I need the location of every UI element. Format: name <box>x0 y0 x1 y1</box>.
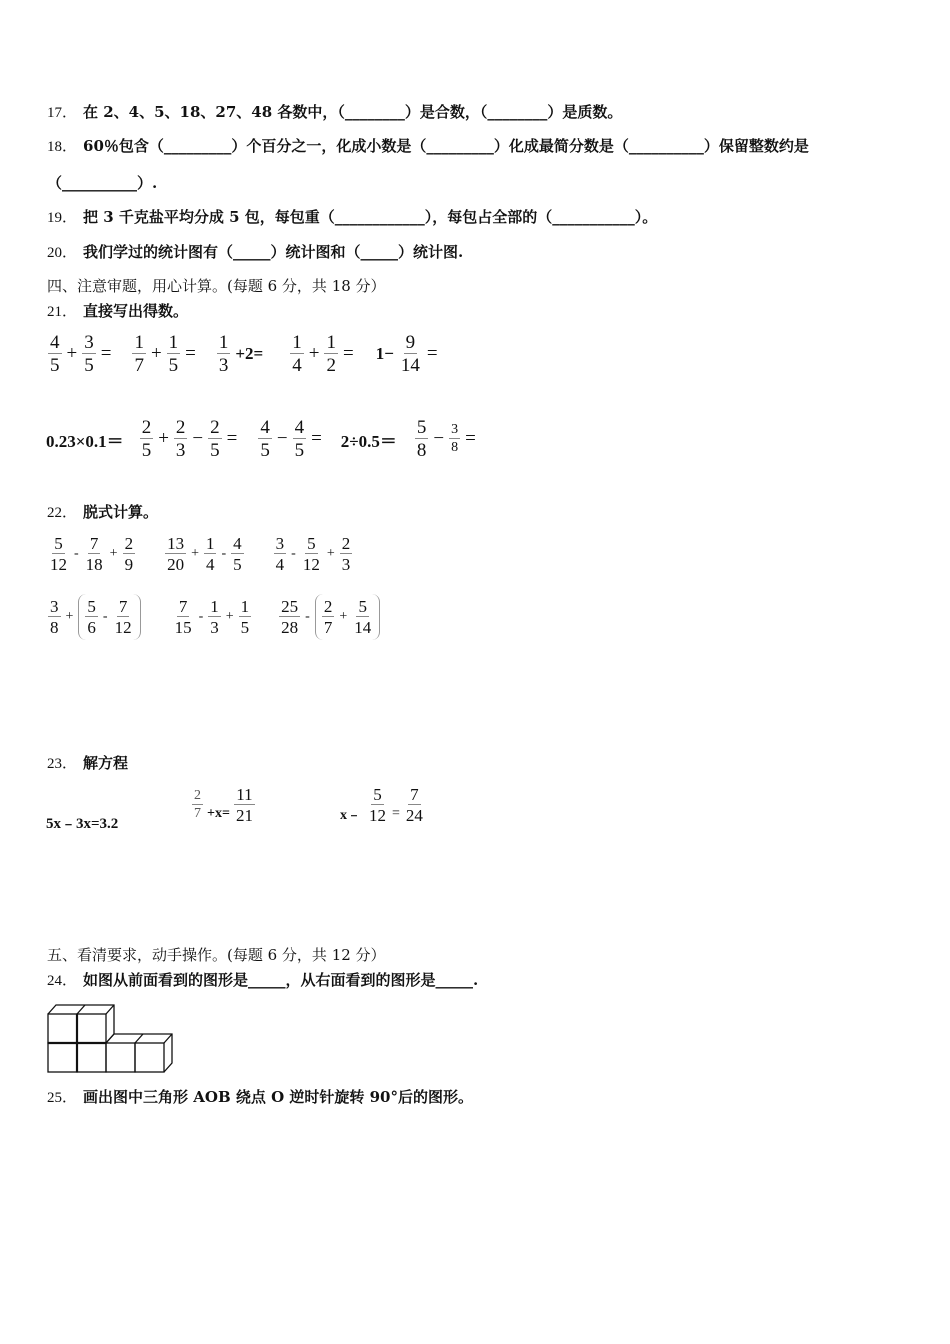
fraction: 7 12 <box>114 597 132 637</box>
question-text: 60％包含（_________）个百分之一，化成小数是（_________）化成最简分数是（__________）保留整数约是 <box>83 137 809 155</box>
question-text: 直接写出得数。 <box>83 302 189 320</box>
question-text: 如图从前面看到的图形是_____，从右面看到的图形是_____. <box>83 971 479 989</box>
fraction: 5 12 <box>302 534 320 574</box>
question-number: 23． <box>47 756 78 772</box>
question-number: 17． <box>47 105 78 121</box>
parenthesis-group: 2 7 + $\frac{5}{14}$ <box>315 594 380 640</box>
question-19 <box>47 207 657 228</box>
question-18-continued <box>47 173 157 193</box>
question-text: 解方程 <box>83 754 129 772</box>
fraction: 5 12 <box>50 534 67 574</box>
fraction: 13 20 <box>167 534 185 574</box>
fraction: $\frac{9}{14}$ <box>400 332 420 376</box>
expression: 4 5 − $\frac{4}{5}$ = <box>260 417 322 461</box>
fraction: $\frac{2}{9}$ <box>124 534 134 574</box>
fraction: $\frac{3}{8}$ <box>451 422 459 455</box>
expression: 3 8 + 5 6 - 7 12 <box>46 594 143 640</box>
question-24 <box>47 970 478 991</box>
fraction: 4 5 <box>233 534 242 574</box>
expression: 1 4 + $\frac{1}{2}$ = <box>292 332 354 376</box>
expression: 4 5 + $\frac{3}{5}$ = <box>50 332 112 376</box>
q22-row-2 <box>46 594 412 640</box>
question-22 <box>47 502 158 523</box>
question-text: 我们学过的统计图有（_____）统计图和（_____）统计图. <box>83 243 464 261</box>
fraction: 5 8 <box>416 417 427 461</box>
fraction: $\frac{1}{4}$ <box>205 534 215 574</box>
parenthesis-group: 5 6 - 7 12 <box>78 594 140 640</box>
fraction: 2 7 <box>194 788 201 821</box>
fraction: 2 5 <box>141 417 152 461</box>
question-text: 把 3 千克盐平均分成 5 包，每包重（____________），每包占全部的（___________）。 <box>83 208 658 226</box>
fraction: $\frac{5}{14}$ <box>354 597 372 637</box>
question-number: 20． <box>47 245 78 261</box>
fraction: $\frac{4}{5}$ <box>294 417 305 461</box>
expression: 3 4 - 5 12 + $\frac{2}{3}$ <box>275 534 351 574</box>
fraction: 7 15 <box>174 597 192 637</box>
fraction: $\frac{7}{24}$ <box>405 785 423 825</box>
expression: 7 15 - 1 3 + $\frac{1}{5}$ <box>174 597 250 637</box>
q21-row-1 <box>46 333 471 375</box>
q23-equation-1: 5x﹣3x=3.2 <box>46 816 119 832</box>
question-number: 22． <box>47 505 78 521</box>
fraction: $\frac{3}{5}$ <box>84 332 94 376</box>
question-text: （__________）. <box>47 174 158 192</box>
question-18 <box>47 136 809 157</box>
fraction: $\frac{1}{2}$ <box>326 332 336 376</box>
fraction: 7 18 <box>85 534 103 574</box>
fraction: 25 28 <box>281 597 299 637</box>
fraction: 1 4 <box>292 332 302 376</box>
fraction: 3 4 <box>275 534 285 574</box>
q21-row-2 <box>46 418 509 460</box>
fraction: 4 5 <box>260 417 270 461</box>
fraction: $\frac{1}{5}$ <box>240 597 250 637</box>
expression: 5 8 − $\frac{3}{8}$ = <box>416 417 476 461</box>
expression: 13 20 + $\frac{1}{4}$ - 4 5 <box>167 534 242 574</box>
q22-row-1 <box>46 535 384 573</box>
q23-equation-3: x﹣ $\frac{5}{12}$ = $\frac{7}{24}$ <box>340 785 423 825</box>
question-23 <box>47 753 128 774</box>
expression: 25 28 - 2 7 + $\frac{5}{14}$ <box>277 594 382 640</box>
fraction: $\frac{2}{3}$ <box>341 534 351 574</box>
question-21 <box>47 301 188 322</box>
question-number: 18． <box>47 139 78 155</box>
expression: 5 12 - 7 18 + $\frac{2}{9}$ <box>50 534 134 574</box>
fraction: $\frac{2}{3}$ <box>175 417 186 461</box>
fraction: 1 3 <box>210 597 219 637</box>
fraction: 1 7 <box>134 332 144 376</box>
question-text: 脱式计算。 <box>83 503 159 521</box>
fraction: $\frac{11}{21}$ <box>235 785 253 825</box>
expression: 1− $\frac{9}{14}$ = <box>375 332 438 376</box>
fraction: $\frac{2}{5}$ <box>210 417 220 461</box>
section-4-heading: 四、注意审题，用心计算。(每题 6 分，共 18 分） <box>47 277 386 295</box>
fraction: 2 7 <box>323 597 333 637</box>
expression: 1 7 + $\frac{1}{5}$ = <box>134 332 196 376</box>
expression: 2 5 + $\frac{2}{3}$ − $\frac{2}{5}$ = <box>141 417 238 461</box>
cube-stack-figure <box>46 1002 178 1074</box>
question-20 <box>47 242 463 263</box>
fraction: 1 3 <box>218 332 229 376</box>
expression: 2÷0.5＝ <box>340 431 397 451</box>
fraction: $\frac{5}{12}$ <box>369 785 386 825</box>
expression: 0.23×0.1＝ <box>46 431 124 451</box>
question-text: 在 2、4、5、18、27、48 各数中，（________）是合数，（________）是质数。 <box>83 103 623 121</box>
question-number: 24． <box>47 973 78 989</box>
expression: 1 3 +2= <box>218 332 264 376</box>
section-5-heading: 五、看清要求，动手操作。(每题 6 分，共 12 分） <box>47 946 386 964</box>
question-number: 19． <box>47 210 78 226</box>
question-number: 25． <box>47 1090 78 1106</box>
fraction: $\frac{1}{5}$ <box>168 332 179 376</box>
fraction: 3 8 <box>50 597 59 637</box>
question-number: 21． <box>47 304 78 320</box>
q23-equation-2: 2 7 +x= $\frac{11}{21}$ <box>194 785 253 825</box>
question-text: 画出图中三角形 AOB 绕点 O 逆时针旋转 90°后的图形。 <box>83 1088 473 1106</box>
fraction: 5 6 <box>87 597 96 637</box>
fraction: 4 5 <box>50 332 60 376</box>
question-17 <box>47 102 622 123</box>
question-25 <box>47 1087 473 1108</box>
